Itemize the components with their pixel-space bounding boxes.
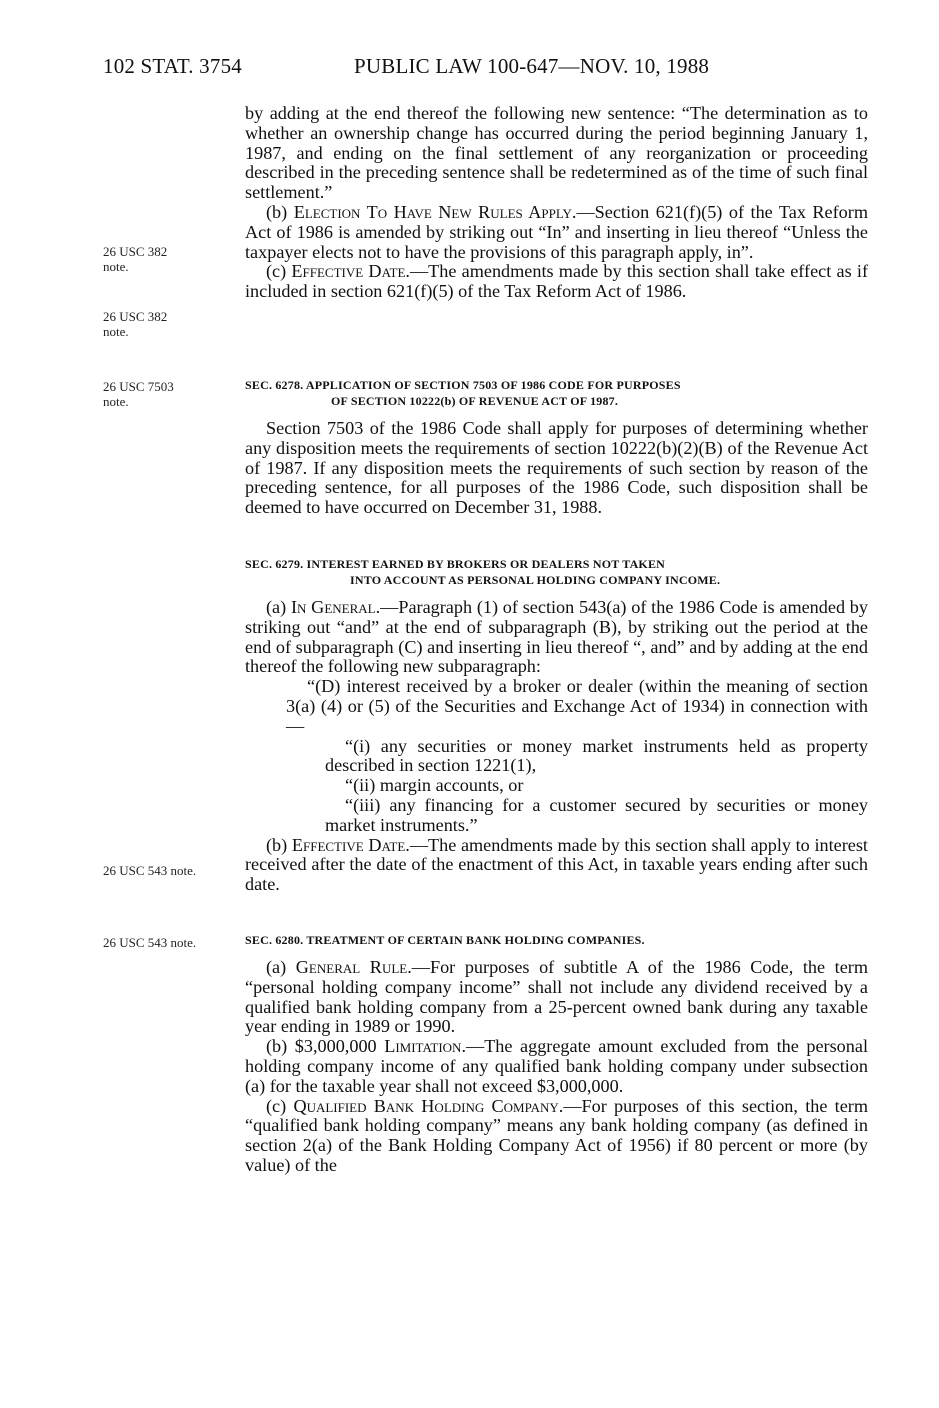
subsection-text: —The aggregate amount excluded from the personal holding company income of any qualified bank holding company under subsection (a) for the taxable year shall not exceed $3,000,000. (245, 1036, 868, 1096)
subsection-a-general (245, 598, 868, 677)
section-heading-line2: INTO ACCOUNT AS PERSONAL HOLDING COMPANY INCOME. (350, 573, 721, 587)
margin-note-382-b (103, 309, 167, 339)
subsection-label: (a) (266, 957, 296, 977)
page-reference: 102 STAT. 3754 (103, 54, 242, 78)
margin-note-suffix: note. (103, 259, 129, 274)
subsection-b-election (245, 203, 868, 262)
subsection-text: —Paragraph (1) of section 543(a) of the 1986 Code is amended by striking out “and” at the end of subparagraph (B), by striking out the period at the end of subparagraph (C) and inserting in lieu thereof “, and” and by adding at the end thereof the following new subparagraph: (245, 597, 868, 677)
margin-note-7503 (103, 379, 174, 409)
subsection-heading: Qualified Bank Holding Company. (293, 1095, 564, 1116)
subsection-label: (b) (266, 834, 292, 855)
margin-note-543-a: 26 USC 543 note. (103, 863, 197, 878)
margin-note-suffix: note. (103, 324, 129, 339)
subsection-text: —The amendments made by this section shall apply to interest received after the date of the enactment of this Act, in taxable years ending after such date. (245, 834, 868, 895)
subsection-label: (a) (266, 597, 291, 617)
subsection-a-general-rule (245, 958, 868, 1037)
paragraph: by adding at the end thereof the following new sentence: “The determination as to whether an ownership change has occurred during the period beginning January 1, 1987, and ending on the final settlement of any reorganization or proceeding described in the preceding sentence shall be redetermined as of the time of such final settlement.” (245, 103, 868, 203)
margin-note-543-b: 26 USC 543 note. (103, 935, 197, 950)
subsection-label: (b) $3,000,000 (266, 1036, 385, 1057)
subsection-text: —For purposes of this section, the term “qualified bank holding company” means any bank holding company (as defined in section 2(a) of the Bank Holding Company Act of 1956) if 80 percent or more (by value) of the (245, 1095, 868, 1175)
section-6278 (245, 377, 868, 518)
clause-i: “(i) any securities or money market instruments held as property described in section 1221(1), (325, 735, 868, 776)
subsection-label: (b) (266, 201, 294, 222)
margin-note-suffix: note. (103, 394, 129, 409)
section-6279 (245, 556, 868, 895)
subsection-heading: General Rule. (295, 957, 412, 977)
law-title: PUBLIC LAW 100-647—NOV. 10, 1988 (354, 54, 710, 78)
subsection-b-limitation (245, 1037, 868, 1096)
section-heading-line1: SEC. 6278. APPLICATION OF SECTION 7503 OF 1986 CODE FOR PURPOSES (245, 378, 681, 392)
section-heading (245, 377, 868, 409)
subparagraph-d: “(D) interest received by a broker or dealer (within the meaning of section 3(a) (4) or (5) of the Securities and Exchange Act of 1934) in connection with— (286, 676, 868, 736)
subsection-text: —Section 621(f)(5) of the Tax Reform Act of 1986 is amended by striking out “In” and inserting in lieu thereof “Unless the taxpayer elects not to have the provisions of this paragraph apply, in”. (245, 201, 868, 262)
section-heading-line2: OF SECTION 10222(b) OF REVENUE ACT OF 1987. (331, 394, 619, 408)
clause-iii: “(iii) any financing for a customer secured by securities or money market instruments.” (325, 794, 868, 835)
margin-note-citation: 26 USC 382 (103, 244, 168, 259)
subsection-label: (c) (266, 261, 292, 282)
subsection-text: —The amendments made by this section shall take effect as if included in section 621(f)(5) of the Tax Reform Act of 1986. (245, 261, 868, 302)
subsection-label: (c) (266, 1095, 294, 1116)
amendment-continuation (245, 104, 868, 302)
section-heading-line1: SEC. 6279. INTEREST EARNED BY BROKERS OR DEALERS NOT TAKEN (245, 557, 666, 571)
subsection-heading: Election To Have New Rules Apply. (293, 201, 577, 222)
section-body: Section 7503 of the 1986 Code shall apply for purposes of determining whether any disposition meets the requirements of section 10222(b)(2)(B) of the Revenue Act of 1987. If any disposition meets the requirements of such section by reason of the preceding sentence, for all purposes of the 1986 Code, such disposition shall be deemed to have occurred on December 31, 1988. (245, 418, 868, 518)
subsection-c-qualified-bhc (245, 1097, 868, 1176)
margin-note-citation: 26 USC 7503 (103, 379, 174, 394)
subsection-heading: Effective Date. (291, 261, 410, 282)
subsection-heading: Effective Date. (291, 834, 410, 855)
subsection-text: —For purposes of subtitle A of the 1986 Code, the term “personal holding company income” shall not include any dividend received by a qualified bank holding company from a 25-percent owned bank during any taxable year ending in 1989 or 1990. (245, 957, 869, 1037)
section-heading (245, 556, 868, 588)
section-heading: SEC. 6280. TREATMENT OF CERTAIN BANK HOLDING COMPANIES. (245, 933, 645, 947)
subsection-c-effective-date (245, 262, 868, 302)
margin-note-citation: 26 USC 382 (103, 309, 168, 324)
subsection-heading: Limitation. (384, 1036, 466, 1057)
section-6280 (245, 932, 868, 1176)
subsection-heading: In General. (290, 597, 381, 617)
subsection-b-effective-date (245, 836, 868, 895)
margin-note-382-a (103, 244, 167, 274)
clause-ii: “(ii) margin accounts, or (345, 775, 524, 796)
